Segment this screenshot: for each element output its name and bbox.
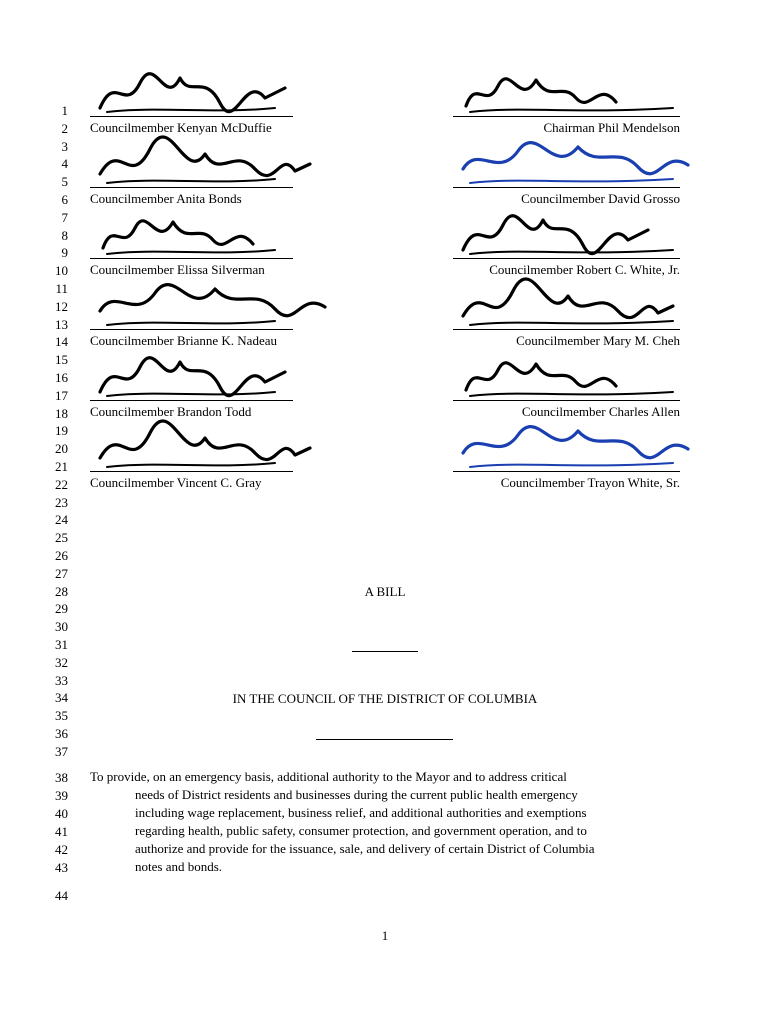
line-number: 19 [55, 423, 68, 439]
bill-purpose-paragraph [90, 768, 690, 876]
line-number: 9 [61, 245, 68, 261]
line-number: 33 [55, 672, 68, 688]
line-number: 5 [61, 174, 68, 190]
signatory-name: Councilmember Trayon White, Sr. [500, 475, 680, 490]
signature-image [458, 423, 688, 475]
signature-line [453, 329, 680, 330]
signature-image [95, 139, 325, 191]
line-number: 41 [55, 824, 68, 839]
signature-line [90, 400, 293, 401]
line-number: 44 [55, 888, 68, 903]
signatory-name: Councilmember Anita Bonds [90, 191, 242, 206]
purpose-line: authorize and provide for the issuance, sale, and delivery of certain District of Columbia [135, 841, 595, 856]
signatory-name: Councilmember Kenyan McDuffie [90, 120, 272, 135]
signature-line [453, 116, 680, 117]
line-number: 43 [55, 860, 68, 875]
line-number: 21 [55, 459, 68, 474]
purpose-line: including wage replacement, business relief, and additional authorities and exemptions [135, 805, 587, 820]
line-number: 17 [55, 387, 68, 403]
signatory-name: Councilmember Robert C. White, Jr. [489, 262, 680, 277]
signature-line [453, 471, 680, 472]
line-number: 29 [55, 601, 68, 617]
signatory-name: Councilmember Elissa Silverman [90, 262, 265, 277]
line-number: 28 [55, 583, 68, 599]
line-number: 31 [55, 637, 68, 652]
bill-short-title-blank [316, 739, 453, 740]
signature-image [458, 139, 688, 191]
signature-image [95, 210, 325, 262]
line-number: 42 [55, 842, 68, 857]
line-number: 25 [55, 530, 68, 546]
signatory-name: Councilmember Brianne K. Nadeau [90, 333, 277, 348]
signatory-name: Councilmember David Grosso [521, 191, 680, 206]
signature-image [458, 68, 688, 120]
purpose-line: To provide, on an emergency basis, additional authority to the Mayor and to address critical [90, 769, 567, 784]
line-number: 1 [61, 103, 68, 118]
signatory-name: Councilmember Brandon Todd [90, 404, 252, 419]
line-number: 4 [61, 156, 68, 172]
purpose-line: needs of District residents and businesses during the current public health emergency [135, 787, 578, 802]
signature-image [458, 210, 688, 262]
line-number: 15 [55, 352, 68, 368]
line-number: 10 [55, 263, 68, 279]
bill-title: A BILL [364, 584, 406, 599]
line-number: 37 [55, 743, 68, 759]
council-heading: IN THE COUNCIL OF THE DISTRICT OF COLUMBIA [232, 691, 538, 706]
signature-line [453, 258, 680, 259]
bill-number-blank [352, 651, 418, 652]
line-number: 14 [55, 334, 68, 350]
signature-line [453, 400, 680, 401]
signature-image [95, 68, 325, 120]
line-number: 22 [55, 476, 68, 492]
signature-image [458, 352, 688, 404]
page-number: 1 [381, 928, 389, 943]
line-number: 6 [61, 192, 68, 207]
line-number: 27 [55, 565, 68, 581]
signature-line [90, 471, 293, 472]
signatory-name: Councilmember Vincent C. Gray [90, 475, 262, 490]
line-number: 7 [61, 209, 68, 225]
signature-line [90, 116, 293, 117]
line-number: 24 [55, 512, 68, 528]
signature-image [95, 423, 325, 475]
line-number: 13 [55, 316, 68, 332]
line-number: 18 [55, 405, 68, 421]
line-number: 8 [61, 227, 68, 243]
signature-line [453, 187, 680, 188]
line-number: 36 [55, 726, 68, 741]
line-number: 11 [55, 281, 68, 296]
line-number: 3 [61, 138, 68, 154]
signature-image [458, 281, 688, 333]
line-number: 40 [55, 806, 68, 821]
signatory-name: Chairman Phil Mendelson [543, 120, 680, 135]
line-number: 34 [55, 690, 68, 706]
line-number: 26 [55, 548, 68, 563]
signature-image [95, 281, 325, 333]
line-number: 16 [55, 370, 68, 385]
line-number: 30 [55, 619, 68, 635]
line-number: 32 [55, 654, 68, 670]
signature-line [90, 258, 293, 259]
line-number: 23 [55, 494, 68, 510]
line-number: 2 [61, 120, 68, 136]
signature-image [95, 352, 325, 404]
signatory-name: Councilmember Charles Allen [521, 404, 680, 419]
line-number: 12 [55, 298, 68, 314]
signature-line [90, 329, 293, 330]
line-number: 35 [55, 708, 68, 724]
purpose-line: notes and bonds. [135, 859, 223, 874]
line-number: 38 [55, 770, 68, 785]
signature-line [90, 187, 293, 188]
purpose-line: regarding health, public safety, consumer protection, and government operation, and to [135, 823, 587, 838]
line-number: 39 [55, 788, 68, 803]
signatory-name: Councilmember Mary M. Cheh [516, 333, 680, 348]
line-number: 20 [55, 441, 68, 457]
